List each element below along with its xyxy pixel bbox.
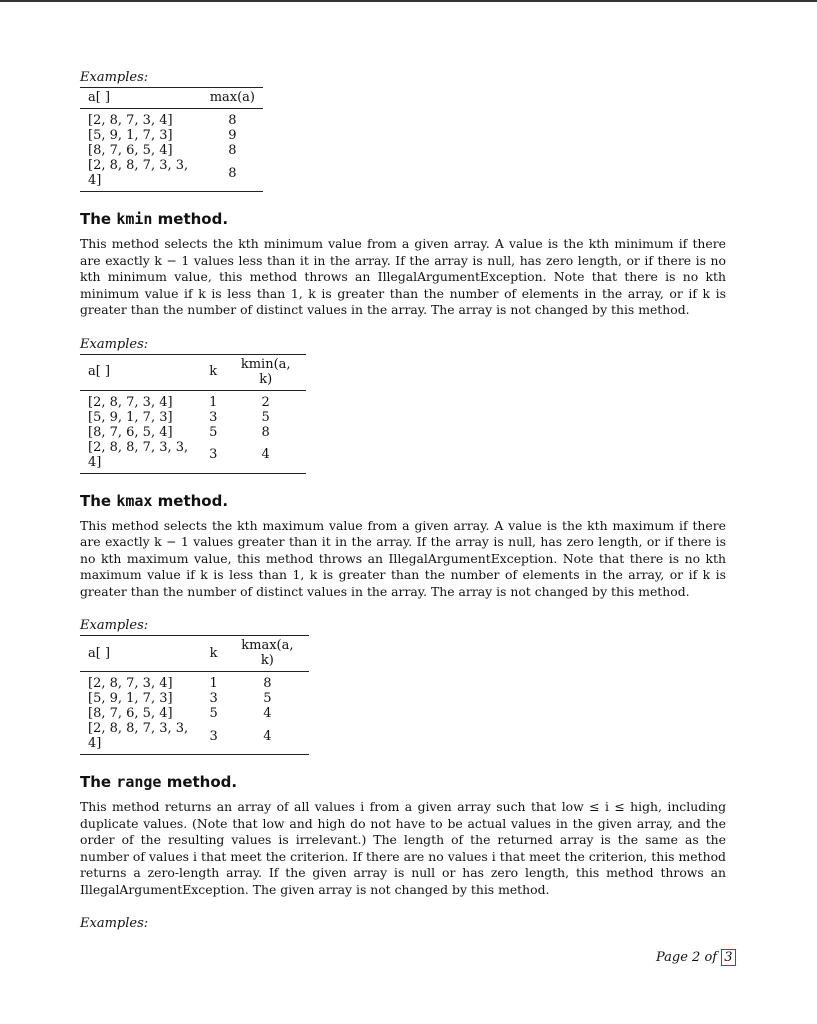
- table-cell: 8: [202, 158, 263, 192]
- column-header: a[ ]: [80, 88, 202, 109]
- kmin-examples: [80, 337, 726, 474]
- table-cell: [8, 7, 6, 5, 4]: [88, 424, 173, 440]
- heading-text: The: [80, 210, 117, 228]
- table-header-row: [80, 88, 263, 109]
- heading-text: method.: [152, 491, 229, 510]
- table-cell: 1: [209, 394, 218, 410]
- examples-label: Examples:: [80, 336, 149, 352]
- table-header-row: [80, 636, 309, 672]
- examples-label: Examples:: [80, 70, 149, 85]
- column-header: k: [201, 354, 225, 390]
- table-cell: 5: [209, 706, 218, 721]
- method-name: range: [116, 773, 162, 791]
- table-cell: [2, 8, 7, 3, 4]: [88, 113, 173, 128]
- table-cell: 5: [261, 409, 270, 425]
- heading-text: The: [80, 491, 117, 510]
- document-page: [80, 70, 726, 933]
- table-cell: 5: [209, 424, 218, 440]
- heading-text: The: [80, 773, 117, 791]
- max-examples-table: [80, 87, 263, 192]
- column-header: kmin(a, k): [225, 354, 306, 390]
- table-cell: [2, 8, 8, 7, 3, 3, 4]: [80, 721, 201, 755]
- table-cell: 3: [209, 691, 218, 706]
- column-header: a[ ]: [80, 354, 201, 390]
- kmax-description: This method selects the kth maximum value from a given array. A value is the kth maximum if there are exactly k − 1 values greater than it in the array. If the array is null, has zero length, or if there is no kth maximum value, this method throws an IllegalArgumentException. Note that there is no kth maximum value if k is less than 1, k is greater than the number of elements in the array, or if k is greater than the number of distinct values in the array. The array is not changed by this method.: [80, 517, 726, 599]
- top-rule: [0, 0, 817, 2]
- table-cell: [2, 8, 7, 3, 4]: [88, 394, 173, 410]
- table-row: [80, 706, 309, 721]
- table-row: [80, 109, 263, 129]
- kmax-heading: [80, 492, 726, 510]
- table-cell: 9: [228, 128, 237, 143]
- column-header: k: [201, 636, 225, 672]
- table-cell: [2, 8, 7, 3, 4]: [88, 676, 173, 691]
- method-name: kmax: [116, 491, 153, 510]
- table-row: [80, 390, 306, 410]
- table-row: [80, 672, 309, 692]
- kmax-examples-table: [80, 635, 309, 755]
- kmin-heading: [80, 210, 726, 228]
- table-row: [80, 143, 263, 158]
- table-cell: 3: [201, 440, 225, 474]
- table-cell: 8: [228, 113, 237, 128]
- table-row: [80, 128, 263, 143]
- column-header: max(a): [202, 88, 263, 109]
- range-heading: [80, 773, 726, 791]
- table-row: [80, 425, 306, 440]
- table-cell: 2: [261, 394, 270, 410]
- column-header: kmax(a, k): [226, 636, 309, 672]
- table-cell: 1: [209, 676, 218, 691]
- table-cell: [2, 8, 8, 7, 3, 3, 4]: [80, 158, 202, 192]
- column-header: a[ ]: [80, 636, 201, 672]
- total-pages-link[interactable]: 3: [721, 949, 735, 966]
- kmin-description: This method selects the kth minimum value from a given array. A value is the kth minimum if there are exactly k − 1 values less than it in the array. If the array is null, has zero length, or if there is no kth minimum value, this method throws an IllegalArgumentException. Note that there is no kth minimum value if k is less than 1, k is greater than the number of elements in the array, or if k is greater than the number of distinct values in the array. The array is not changed by this method.: [80, 236, 726, 317]
- table-row: [80, 721, 309, 755]
- table-cell: [5, 9, 1, 7, 3]: [88, 691, 173, 706]
- page-number-text: Page 2 of: [656, 950, 722, 965]
- page-footer: [656, 950, 736, 965]
- table-cell: [2, 8, 8, 7, 3, 3, 4]: [80, 440, 201, 474]
- table-row: [80, 440, 306, 474]
- heading-text: method.: [152, 210, 229, 228]
- heading-text: method.: [161, 773, 238, 791]
- method-name: kmin: [116, 210, 153, 228]
- table-cell: 3: [201, 721, 225, 755]
- range-description: This method returns an array of all values i from a given array such that low ≤ i ≤ high, including duplicate values. (Note that low and high do not have to be actual values in the given array, and the order of the resulting values is irrelevant.) The length of the returned array is the same as the number of values i that meet the criterion. If there are no values i that meet the criterion, this method returns a zero-length array. If the given array is null or has zero length, this method throws an IllegalArgumentException. The given array is not changed by this method.: [80, 799, 726, 897]
- table-cell: 8: [261, 424, 270, 440]
- table-cell: 5: [263, 691, 272, 706]
- kmin-examples-table: [80, 354, 306, 474]
- examples-label: Examples:: [80, 916, 149, 931]
- table-cell: [5, 9, 1, 7, 3]: [88, 409, 173, 425]
- table-cell: 8: [263, 676, 272, 691]
- table-cell: 8: [228, 143, 237, 158]
- table-cell: [8, 7, 6, 5, 4]: [88, 706, 173, 721]
- kmax-examples: [80, 618, 726, 755]
- table-cell: 3: [209, 409, 218, 425]
- table-row: [80, 158, 263, 192]
- table-header-row: [80, 354, 306, 390]
- table-cell: [8, 7, 6, 5, 4]: [88, 143, 173, 158]
- examples-label: Examples:: [80, 618, 149, 633]
- table-row: [80, 410, 306, 425]
- max-examples: [80, 70, 726, 192]
- table-cell: 4: [226, 721, 309, 755]
- table-row: [80, 691, 309, 706]
- table-cell: 4: [225, 440, 306, 474]
- table-cell: 4: [263, 706, 272, 721]
- table-cell: [5, 9, 1, 7, 3]: [88, 128, 173, 143]
